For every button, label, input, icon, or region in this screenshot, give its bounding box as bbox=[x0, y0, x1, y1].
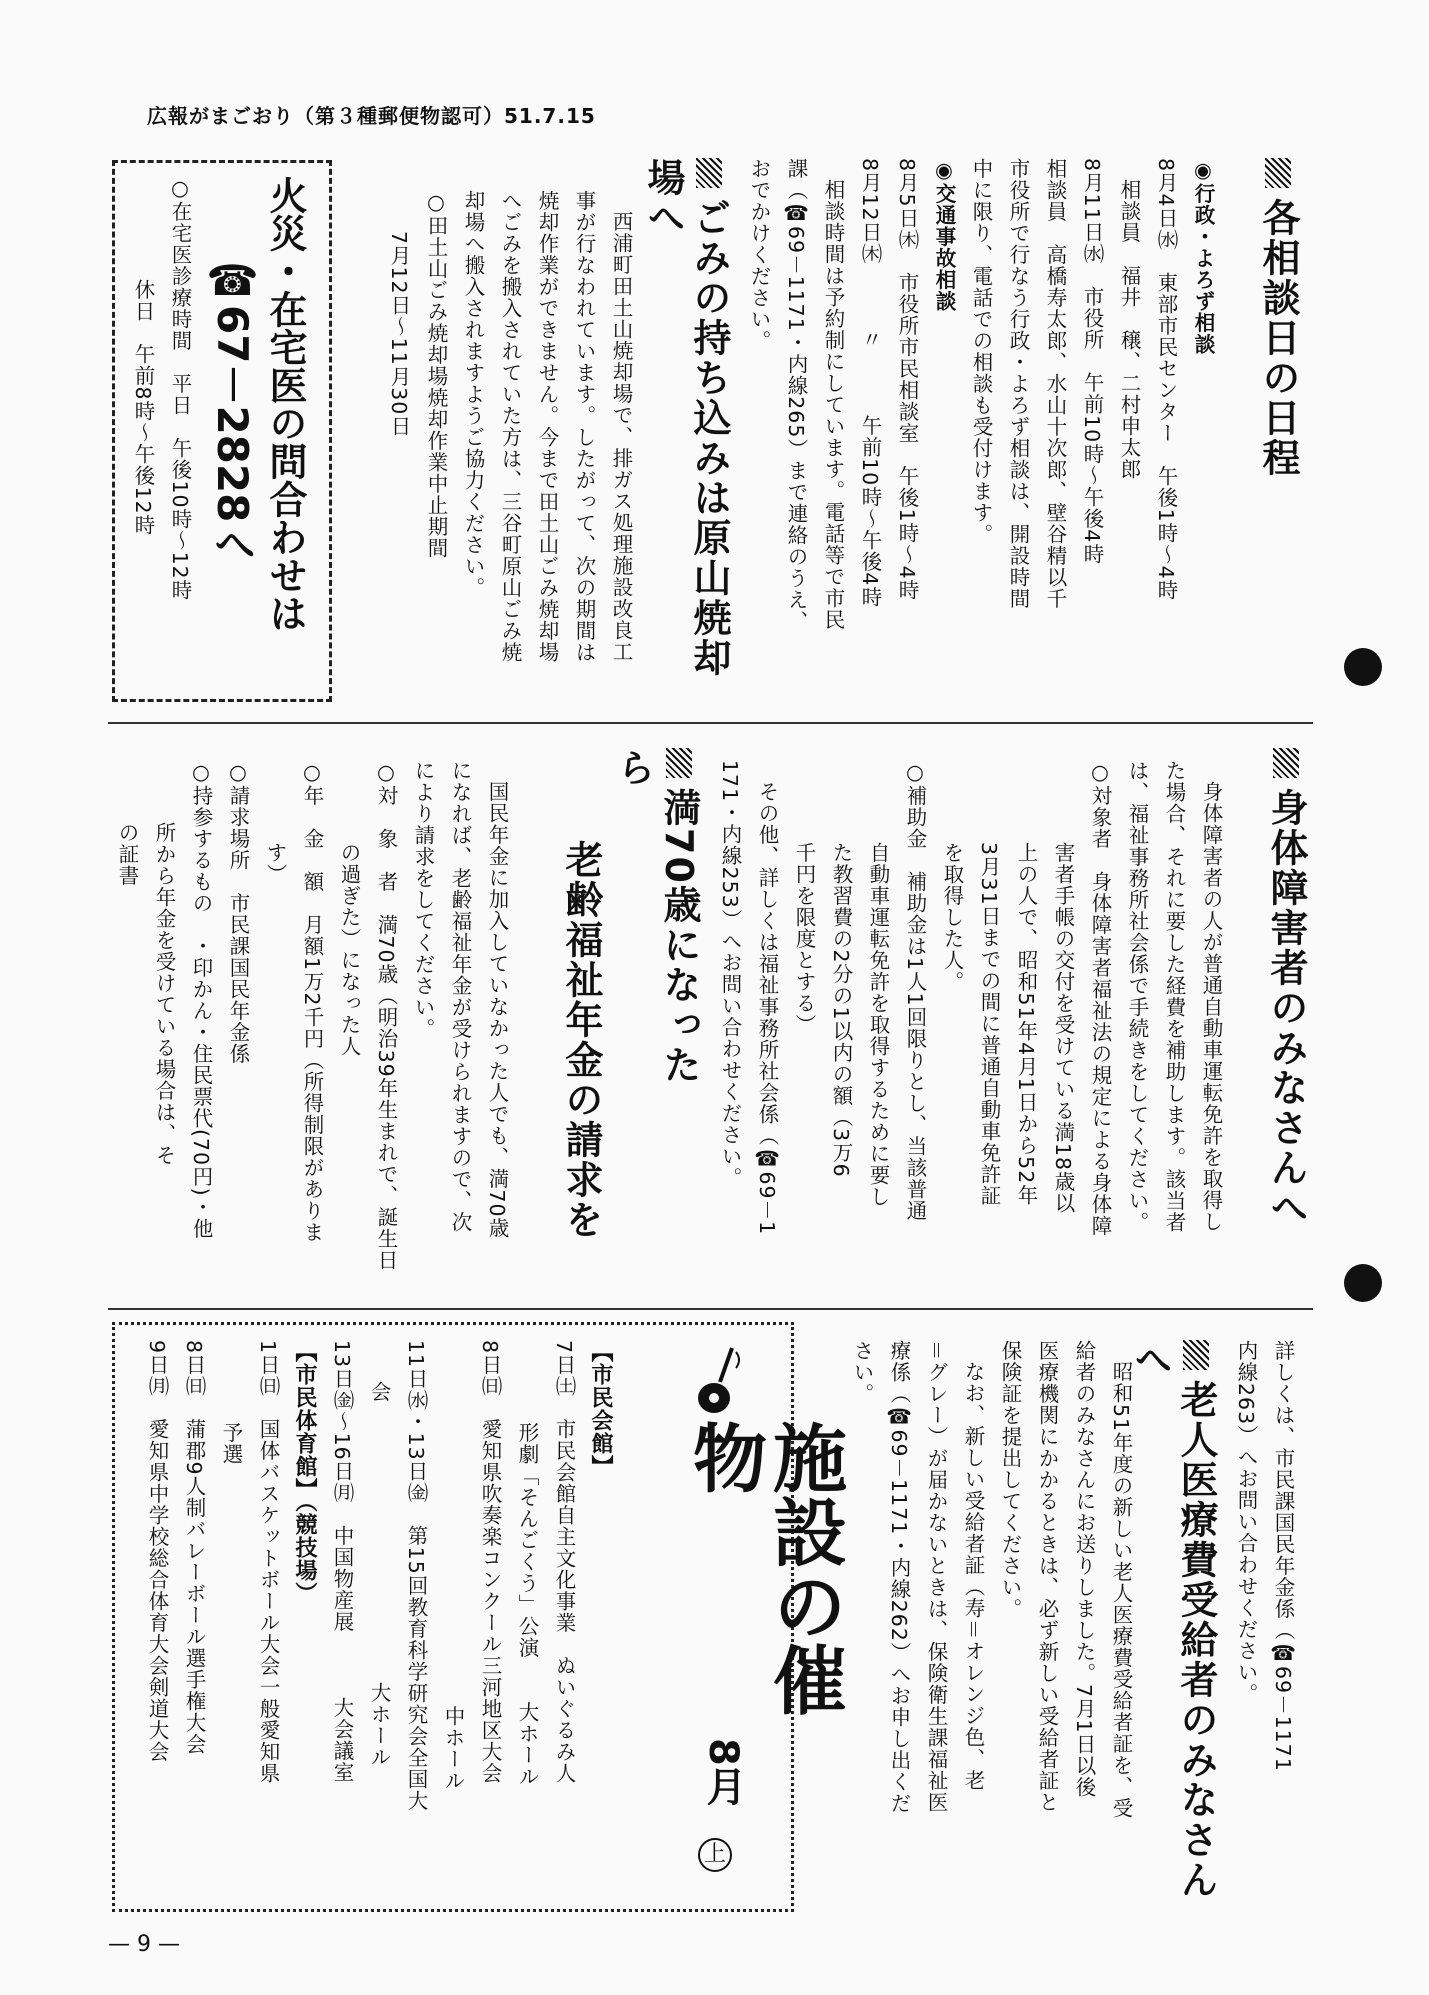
disabled-title: 身体障害者のみなさんへ bbox=[1263, 748, 1309, 1228]
text-line: の証書 bbox=[115, 821, 139, 886]
hatch-mark bbox=[1183, 1340, 1209, 1370]
elderly-body bbox=[843, 1340, 1139, 1900]
text-line: 【市民会館】 bbox=[588, 1340, 613, 1478]
gomi-title: ごみの持ち込みは原山焼却場へ bbox=[641, 158, 731, 678]
divider-bottom bbox=[108, 1308, 1313, 1310]
text-line: 8月4日㈬ 東部市民センター 午後1時～4時 bbox=[1154, 158, 1178, 602]
text-line: により請求をしてください。 bbox=[411, 760, 435, 1040]
text-line: 医療機関にかかるときは、必ず新しい受給者証と bbox=[1035, 1340, 1059, 1813]
text-line: 相談時間は予約制にしています。電話等で市民 bbox=[821, 178, 845, 630]
page-number: — 9 — bbox=[108, 1932, 180, 1957]
text-line: さい。 bbox=[850, 1340, 874, 1405]
text-line: 所から年金を受けている場合は、そ bbox=[152, 821, 176, 1166]
text-line: 西浦町田土山焼却場で、排ガス処理施設改良工 bbox=[609, 210, 633, 662]
text-line: 7月12日～11月30日 bbox=[387, 231, 411, 437]
text-line: の過ぎた）になった人 bbox=[337, 842, 361, 1057]
text-line: 焼却作業ができません。今まで田土山ごみ焼却場 bbox=[535, 190, 559, 663]
text-line: 7日㈯ 市民会館自主文化事業 ぬいぐるみ人 bbox=[552, 1340, 576, 1785]
events-month: 8月 bbox=[700, 1738, 746, 1806]
text-line: ○在宅医診療時間 平日 午後10時～12時 bbox=[168, 176, 192, 602]
text-line: 【市民体育館】（競技場） bbox=[292, 1340, 317, 1605]
text-line: 中ホール bbox=[441, 1340, 465, 1792]
fire-tel: ☎67－2828へ bbox=[208, 256, 257, 565]
text-line: 千円を限度とする） bbox=[792, 842, 816, 1036]
text-line: ○田土山ごみ焼却場焼却作業中止期間 bbox=[424, 190, 448, 559]
text-line: を取得した人。 bbox=[940, 842, 964, 993]
text-line: 事が行なわれています。したがって、次の期間は bbox=[572, 190, 596, 663]
text-line: ○補助金 補助金は1人1回限りとし、当該普通 bbox=[903, 760, 927, 1222]
binding-hole-upper bbox=[1344, 648, 1382, 686]
events-body bbox=[138, 1340, 619, 1900]
text-line: 相談員 福井 穣、二村申太郎 bbox=[1117, 178, 1141, 480]
text-line: ＝グレー）が届かないときは、保険衛生課福祉医 bbox=[924, 1340, 948, 1813]
text-line: 保険証を提出してください。 bbox=[998, 1340, 1022, 1620]
pension-title-2: 老齢福祉年金の請求を bbox=[559, 840, 603, 1240]
text-line: 予選 bbox=[219, 1422, 243, 1465]
text-line: 休日 午前8時～午後12時 bbox=[131, 278, 155, 536]
text-line: 却場へ搬入されますようご協力ください。 bbox=[461, 190, 485, 599]
text-line: 身体障害者の人が普通自動車運転免許を取得し bbox=[1199, 780, 1223, 1232]
text-line: 13日㈮～16日㈪ 中国物産展 大会議室 bbox=[330, 1340, 354, 1784]
text-line: ○請求場所 市民課国民年金係 bbox=[226, 760, 250, 1065]
hatch-mark bbox=[1265, 158, 1291, 188]
pension-contact-body bbox=[1227, 1340, 1301, 1900]
text-line: 国民年金に加入していなかった人でも、満70歳 bbox=[485, 780, 509, 1239]
text-line: ◉行政・よろず相談 bbox=[1191, 158, 1215, 355]
text-line: 8日㈰ 愛知県吹奏楽コンクール三河地区大会 bbox=[478, 1340, 502, 1785]
page-header: 広報がまごおり（第３種郵便物認可）51.7.15 bbox=[147, 104, 596, 128]
hatch-mark bbox=[1273, 748, 1299, 778]
text-line: ◉交通事故相談 bbox=[932, 158, 956, 312]
fire-title: 火災・在宅医の問合わせは bbox=[263, 176, 307, 632]
text-line: 9日㈪ 愛知県中学校総合体育大会剣道大会 bbox=[145, 1340, 169, 1763]
text-line: 171・内線253）へお問い合わせください。 bbox=[718, 760, 742, 1189]
text-line: 療係（☎69－1171・内線262）へお申し出くだ bbox=[887, 1340, 911, 1814]
text-line: 会 大ホール bbox=[367, 1381, 391, 1768]
text-line: になれば、老齢福祉年金が受けられますので、次 bbox=[448, 760, 472, 1233]
text-line: た教習費の2分の1以内の額（3万6 bbox=[829, 842, 853, 1178]
text-line: 昭和51年度の新しい老人医療費受給者証を、受 bbox=[1109, 1360, 1133, 1819]
pension-title-1: 満70歳になったら bbox=[611, 748, 701, 1085]
text-line: 詳しくは、市民課国民年金係（☎69－1171 bbox=[1271, 1340, 1295, 1772]
text-line: 市役所で行なう行政・よろず相談は、開設時間 bbox=[1006, 158, 1030, 610]
text-line: 11日㈬・13日㈮ 第15回教育科学研究会全国大 bbox=[404, 1340, 428, 1812]
text-line: す） bbox=[263, 842, 287, 885]
text-line: 課（☎69－1171・内線265）まで連絡のうえ、 bbox=[784, 158, 808, 632]
text-line: 自動車運転免許を取得するために要し bbox=[866, 842, 890, 1208]
disabled-body bbox=[711, 760, 1229, 1290]
text-line: 8日㈰ 蒲郡9人制バレーボール選手権大会 bbox=[182, 1340, 206, 1756]
text-line: 相談員 高橋寿太郎、水山十次郎、壁谷精以千 bbox=[1043, 158, 1067, 610]
divider-top bbox=[108, 722, 1313, 724]
text-line: た場合、それに要した経費を補助します。該当者 bbox=[1162, 760, 1186, 1233]
text-line: は、福祉事務所社会係で手続きをしてください。 bbox=[1125, 760, 1149, 1233]
guitar-icon bbox=[694, 1346, 744, 1416]
text-line: ○対象者 身体障害者福祉法の規定による身体障 bbox=[1088, 760, 1112, 1237]
text-line: 給者のみなさんにお送りしました。7月1日以後 bbox=[1072, 1340, 1096, 1799]
pension-body bbox=[108, 760, 515, 1290]
consult-title: 各相談日の日程 bbox=[1255, 158, 1301, 628]
text-line: おでかけください。 bbox=[747, 158, 771, 352]
text-line: 8月11日㈬ 市役所 午前10時～午後4時 bbox=[1080, 158, 1104, 565]
text-line: 形劇「そんごくう」公演 大ホール bbox=[515, 1422, 539, 1788]
fire-body bbox=[124, 176, 198, 686]
text-line: 上の人で、昭和51年4月1日から52年 bbox=[1014, 842, 1038, 1206]
text-line: 3月31日までの間に普通自動車免許証 bbox=[977, 842, 1001, 1207]
text-line: ○持参するもの ・印かん・住民票代(70円)・他 bbox=[189, 760, 213, 1240]
text-line: 1日㈰ 国体バスケットボール大会一般愛知県 bbox=[256, 1340, 280, 1785]
consult-body bbox=[740, 158, 1221, 698]
events-part: 上 bbox=[698, 1838, 732, 1872]
text-line: ○年 金 額 月額1万2千円（所得制限がありま bbox=[300, 760, 324, 1244]
text-line: 8月12日㈭ 〃 午前10時～午後4時 bbox=[858, 158, 882, 608]
binding-hole-lower bbox=[1344, 1264, 1382, 1302]
text-line: へごみを搬入されていた方は、三谷町原山ごみ焼 bbox=[498, 190, 522, 663]
hatch-mark bbox=[666, 748, 692, 778]
gomi-body bbox=[380, 190, 639, 690]
text-line: ○対 象 者 満70歳（明治39年生まれで、誕生日 bbox=[374, 760, 398, 1272]
text-line: なお、新しい受給者証（寿＝オレンジ色、老 bbox=[961, 1360, 985, 1791]
text-line: 中に限り、電話での相談も受付けます。 bbox=[969, 158, 993, 545]
text-line: 内線263）へお問い合わせください。 bbox=[1234, 1340, 1258, 1705]
text-line: 8月5日㈭ 市役所市民相談室 午後1時～4時 bbox=[895, 158, 919, 602]
hatch-mark bbox=[696, 158, 722, 188]
text-line: その他、詳しくは福祉事務所社会係（☎69－1 bbox=[755, 780, 779, 1235]
events-title: 施設の催物 bbox=[681, 1420, 847, 1716]
text-line: 害者手帳の交付を受けている満18歳以 bbox=[1051, 842, 1075, 1215]
elderly-title: 老人医療費受給者のみなさんへ bbox=[1128, 1340, 1218, 1900]
